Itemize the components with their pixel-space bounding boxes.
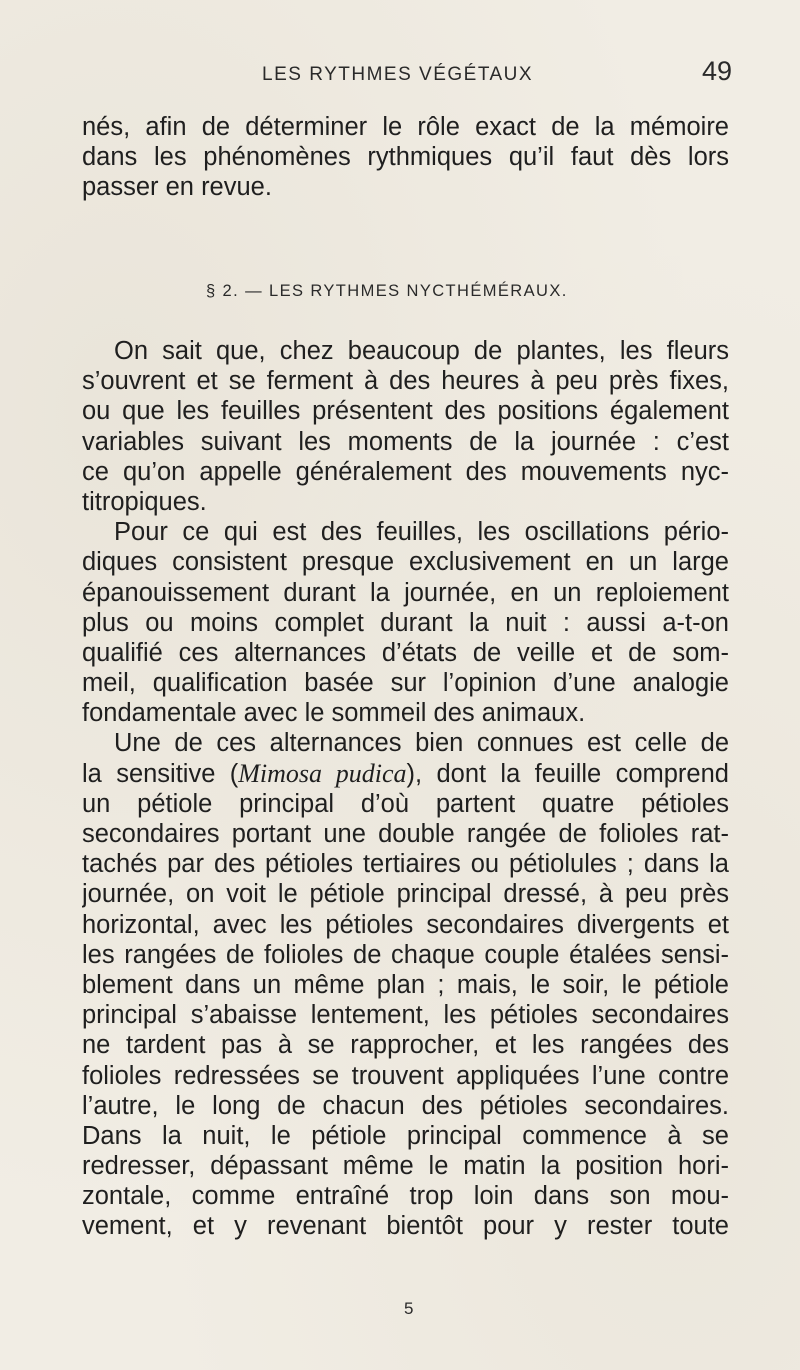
text-line: journée, on voit le pétiole principal dressé, à peu près — [82, 880, 729, 909]
text-line: vement, et y revenant bientôt pour y rester toute — [82, 1212, 729, 1241]
text-line: secondaires portant une double rangée de folioles rat- — [82, 820, 729, 848]
text-segment: la sensitive ( — [82, 759, 239, 788]
text-line-with-italic — [82, 759, 729, 789]
page-number: 49 — [701, 56, 732, 86]
text-line: ou que les feuilles présentent des positions également — [82, 397, 729, 426]
paragraph-1 — [82, 336, 729, 1242]
text-line: principal s’abaisse lentement, les pétioles secondaires — [82, 1001, 729, 1030]
intro-paragraph — [82, 112, 729, 203]
text-line: tachés par des pétioles tertiaires ou pétiolules ; dans la — [82, 850, 729, 879]
text-line: l’autre, le long de chacun des pétioles secondaires. — [82, 1091, 729, 1120]
text-line: nés, afin de déterminer le rôle exact de la mémoire — [82, 113, 729, 141]
signature-mark: 5 — [404, 1299, 414, 1318]
text-line: ce qu’on appelle généralement des mouvements nyc- — [82, 457, 729, 486]
text-line: épanouissement durant la journée, en un reploiement — [82, 578, 729, 607]
text-line: qualifié ces alternances d’états de veille et de som- — [82, 638, 729, 667]
text-line: dans les phénomènes rythmiques qu’il faut dès lors — [82, 143, 729, 172]
text-line: fondamentale avec le sommeil des animaux. — [82, 699, 586, 728]
text-line: variables suivant les moments de la journée : c’est — [82, 427, 729, 456]
text-line: Pour ce qui est des feuilles, les oscillations pério- — [114, 518, 729, 547]
running-title: LES RYTHMES VÉGÉTAUX — [262, 64, 534, 85]
text-line: diques consistent presque exclusivement en un large — [82, 548, 729, 577]
text-line: plus ou moins complet durant la nuit : aussi a-t-on — [82, 608, 729, 637]
text-line: On sait que, chez beaucoup de plantes, les fleurs — [114, 337, 729, 365]
text-line: ne tardent pas à se rapprocher, et les rangées des — [82, 1031, 729, 1060]
text-line: redresser, dépassant même le matin la position hori- — [82, 1152, 729, 1181]
text-line: horizontal, avec les pétioles secondaires divergents et — [82, 910, 729, 939]
text-line: folioles redressées se trouvent appliquées l’une contre — [82, 1061, 729, 1090]
text-segment: ), dont la feuille comprend — [406, 759, 729, 788]
text-line: meil, qualification basée sur l’opinion d’une analogie — [82, 669, 729, 698]
species-name-italic: Mimosa pudica — [238, 758, 407, 788]
text-line: Une de ces alternances bien connues est celle de — [114, 729, 729, 758]
text-line: un pétiole principal d’où partent quatre pétioles — [82, 789, 729, 818]
text-line: titropiques. — [82, 487, 207, 516]
text-line: passer en revue. — [82, 173, 272, 202]
section-heading: § 2. — LES RYTHMES NYCTHÉMÉRAUX. — [206, 282, 568, 300]
text-line: Dans la nuit, le pétiole principal commence à se — [82, 1121, 729, 1150]
text-line: blement dans un même plan ; mais, le soir, le pétiole — [82, 970, 729, 999]
text-line: zontale, comme entraîné trop loin dans son mou- — [82, 1182, 729, 1211]
text-line: les rangées de folioles de chaque couple étalées sensi- — [82, 940, 729, 969]
text-line: s’ouvrent et se ferment à des heures à peu près fixes, — [82, 367, 729, 396]
